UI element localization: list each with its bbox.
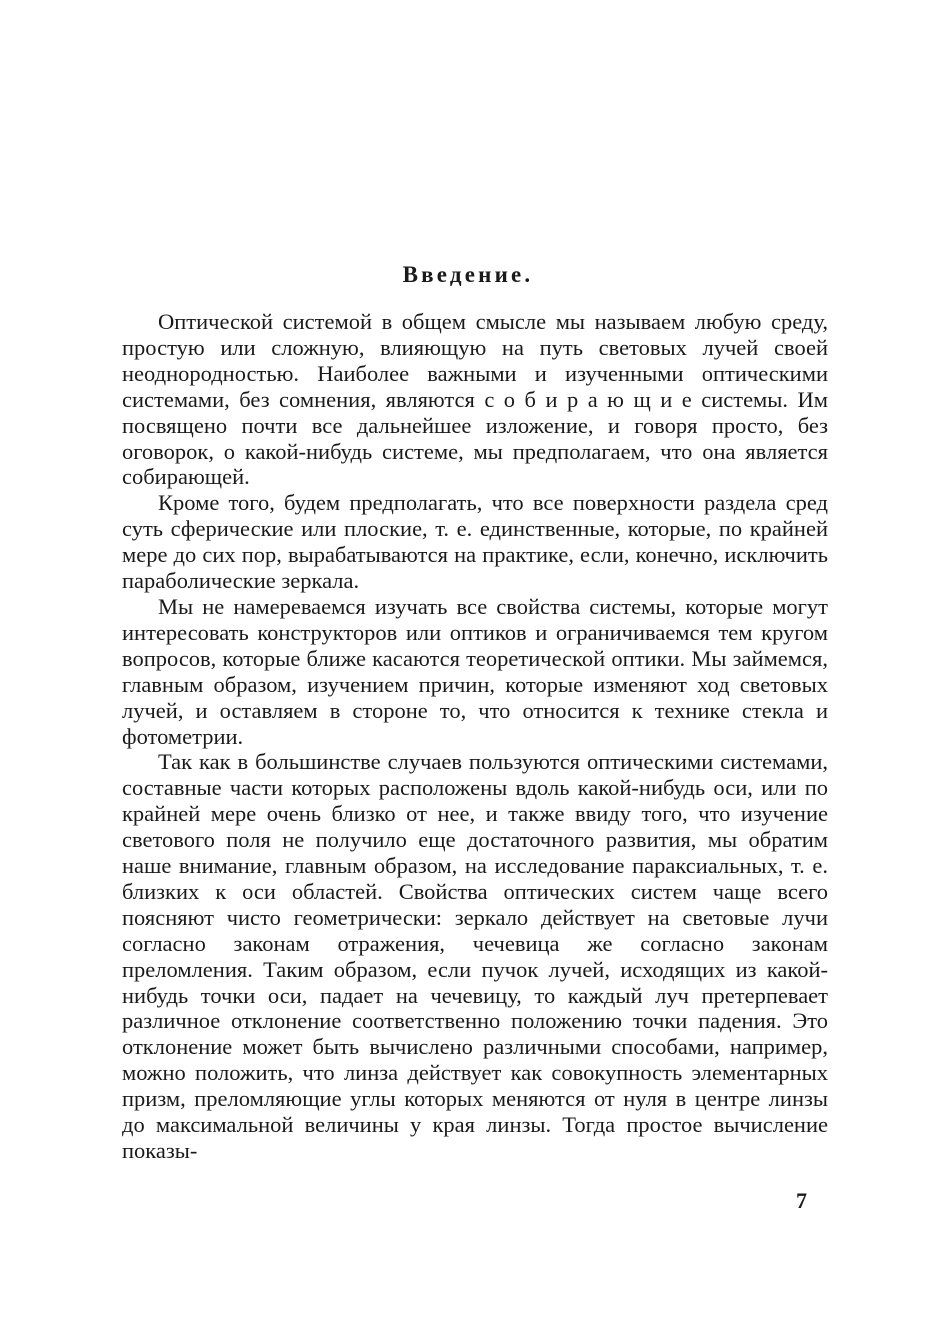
page-number: 7 [796, 1188, 807, 1213]
paragraph-2: Кроме того, будем предполагать, что все поверхности раздела сред суть сферические или плоские, т. е. единственные, которые, по крайней мере до сих пор, вырабатываются на практике, если, конечно, исключить параболические зеркала. [122, 490, 828, 594]
chapter-heading: Введение. [402, 262, 534, 287]
paragraph-3: Мы не намереваемся изучать все свойства системы, которые могут интересовать конструкторов или оптиков и ограничиваемся тем кругом вопросов, которые ближе касаются теоретической оптики. Мы займемся, главным образом, изучением причин, которые изменяют ход световых лучей, и оставляем в стороне то, что относится к технике стекла и фотометрии. [122, 593, 828, 749]
paragraph-1: Оптической системой в общем смысле мы называем любую среду, простую или сложную, влияющую на путь световых лучей своей неоднородностью. Наиболее важными и изученными оптическими системами, без сомнения, являются с о б и р а ю щ и е системы. Им посвящено почти все дальнейшее изложение, и говоря просто, без оговорок, о какой-нибудь системе, мы предполагаем, что она является собирающей. [122, 309, 828, 490]
paragraph-4: Так как в большинстве случаев пользуются оптическими системами, составные части которых расположены вдоль какой-нибудь оси, или по крайней мере очень близко от нее, и также ввиду того, что изучение светового поля не получило еще достаточного развития, мы обратим наше внимание, главным образом, на исследование параксиальных, т. е. близких к оси областей. Свойства оптических систем чаще всего поясняют чисто геометрически: зеркало действует на световые лучи согласно законам отражения, чечевица же согласно законам преломления. Таким образом, если пучок лучей, исходящих из какой-нибудь точки оси, падает на чечевицу, то каждый луч претерпевает различное отклонение соответственно положению точки падения. Это отклонение может быть вычислено различными способами, например, можно положить, что линза действует как совокупность элементарных призм, преломляющие углы которых меняются от нуля в центре линзы до максимальной величины у края линзы. Тогда простое вычисление показы- [122, 749, 828, 1163]
body-text [122, 309, 828, 1164]
